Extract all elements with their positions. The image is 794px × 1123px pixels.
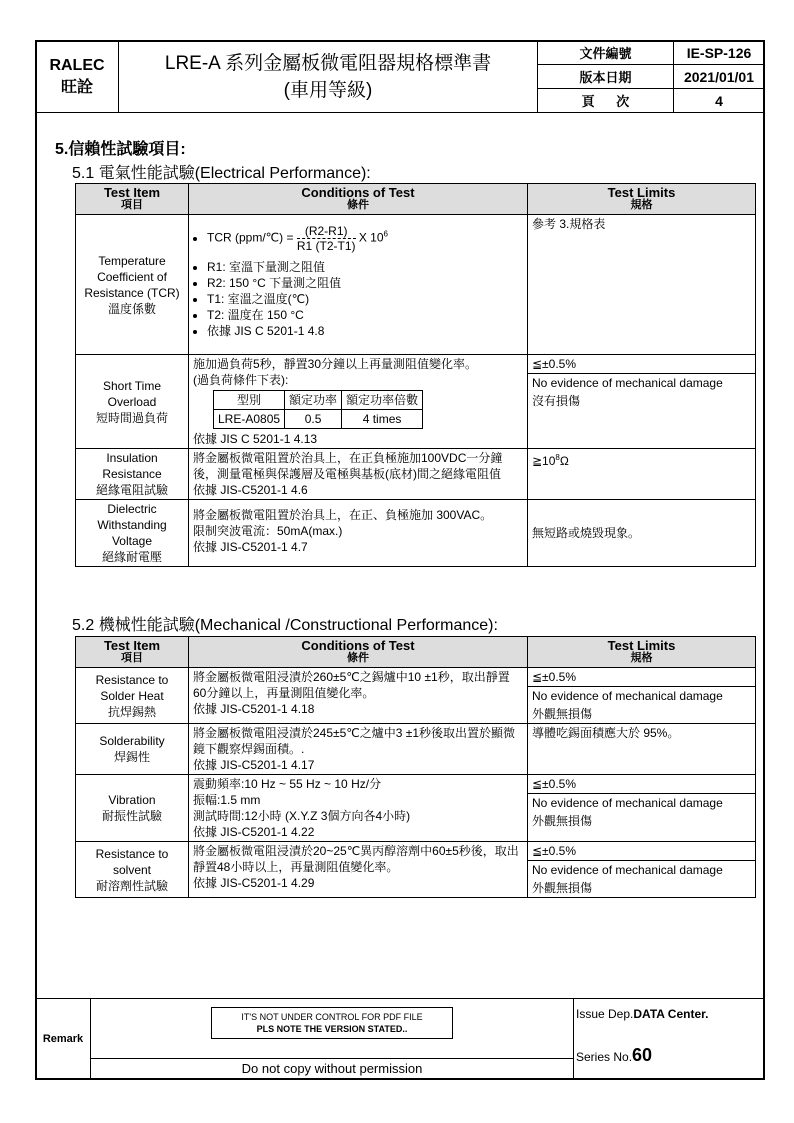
conditions-solder-heat: 將金屬板微電阻浸漬於260±5℃之錫爐中10 ±1秒，取出靜置60分鐘以上，再量測阻值變化率。 依據 JIS-C5201-1 4.18 <box>189 668 528 724</box>
pdf-control-notice: IT'S NOT UNDER CONTROL FOR PDF FILE PLS NOTE THE VERSION STATED.. <box>211 1007 453 1039</box>
col-header-test-item: Test Item 項目 <box>76 184 189 215</box>
limits-dielectric: 無短路或燒毀現象。 <box>528 500 756 567</box>
limits-solder-heat: ≦±0.5% No evidence of mechanical damage 外觀無損傷 <box>528 668 756 724</box>
col-header-limits: Test Limits 規格 <box>528 637 756 668</box>
remark-content <box>91 999 574 1059</box>
test-item-solderability: Solderability 焊錫性 <box>76 724 189 775</box>
limits-insulation-resistance: $≧10^8\Omega$ <box>528 449 756 500</box>
limits-solderability: 導體吃錫面積應大於 95%。 <box>528 724 756 775</box>
document-title-cell <box>119 41 538 113</box>
conditions-dielectric: 將金屬板微電阻置於治具上，在正、負極施加 300VAC。 限制突波電流：50mA(max.) 依據 JIS-C5201-1 4.7 <box>189 500 528 567</box>
doc-no-label: 文件編號 <box>537 41 673 65</box>
section-5-2-heading: 5.2 機械性能試驗(Mechanical /Constructional Performance): <box>72 617 498 634</box>
table-row <box>76 724 756 775</box>
electrical-performance-table <box>75 183 756 567</box>
document-footer <box>35 998 765 1080</box>
conditions-insulation-resistance: 將金屬板微電阻置於治具上，在正負極施加100VDC一分鐘後，測量電極與保護層及電極與基板(底材)間之絕緣電阻值 依據 JIS-C5201-1 4.6 <box>189 449 528 500</box>
company-cell <box>36 41 119 113</box>
test-item-solder-heat: Resistance to Solder Heat 抗焊錫熱 <box>76 668 189 724</box>
document-title: LRE-A 系列金屬板微電阻器規格標準書 <box>164 52 492 74</box>
test-item-insulation-resistance: Insulation Resistance 絕緣電阻試驗 <box>76 449 189 500</box>
date-label: 版本日期 <box>537 65 673 89</box>
col-header-conditions: Conditions of Test 條件 <box>189 184 528 215</box>
conditions-solvent: 將金屬板微電阻浸漬於20~25℃異丙醇溶劑中60±5秒後，取出靜置48小時以上，再量測阻值變化率。 依據 JIS-C5201-1 4.29 <box>189 842 528 898</box>
section-5-heading: 5.信賴性試驗項目: <box>55 141 186 158</box>
document-subtitle: (車用等級) <box>283 79 373 101</box>
conditions-short-time-overload: 施加過負荷5秒，靜置30分鐘以上再量測阻值變化率。 (過負荷條件下表): 型別 額定功率 額定功率倍數 LRE-A0805 0.5 4 times 依據 JIS C 5201-1 4.13 <box>189 355 528 449</box>
conditions-vibration: 震動頻率:10 Hz ~ 55 Hz ~ 10 Hz/分 振幅:1.5 mm 測試時間:12小時 (X.Y.Z 3個方向各4小時) 依據 JIS-C5201-1 4.22 <box>189 775 528 842</box>
table-header-row <box>76 637 756 668</box>
test-item-solvent: Resistance to solvent 耐溶劑性試驗 <box>76 842 189 898</box>
limits-tcr: 參考 3.規格表 <box>528 215 756 355</box>
issue-department: Issue Dep.DATA Center. <box>576 1007 709 1021</box>
page-number: 4 <box>673 89 764 113</box>
remark-label: Remark <box>36 999 91 1080</box>
test-item-tcr: Temperature Coefficient of Resistance (TCR) 溫度係數 <box>76 215 189 355</box>
table-row <box>76 842 756 898</box>
section-5-1-heading: 5.1 電氣性能試驗(Electrical Performance): <box>72 165 371 182</box>
table-row <box>76 449 756 500</box>
col-header-conditions: Conditions of Test 條件 <box>189 637 528 668</box>
limits-solvent: ≦±0.5% No evidence of mechanical damage 外觀無損傷 <box>528 842 756 898</box>
document-header <box>35 40 765 113</box>
table-row <box>76 355 756 449</box>
date-value: 2021/01/01 <box>673 65 764 89</box>
test-item-short-time-overload: Short Time Overload 短時間過負荷 <box>76 355 189 449</box>
table-row <box>76 668 756 724</box>
col-header-limits: Test Limits 規格 <box>528 184 756 215</box>
issue-info <box>574 999 765 1080</box>
col-header-test-item: Test Item 項目 <box>76 637 189 668</box>
copy-notice: Do not copy without permission <box>91 1058 574 1079</box>
doc-no-value: IE-SP-126 <box>673 41 764 65</box>
table-row <box>76 775 756 842</box>
series-number: Series No.60 <box>576 1045 653 1065</box>
limits-vibration: ≦±0.5% No evidence of mechanical damage 外觀無損傷 <box>528 775 756 842</box>
limits-short-time-overload: ≦±0.5% No evidence of mechanical damage 沒有損傷 <box>528 355 756 449</box>
mechanical-performance-table <box>75 636 756 898</box>
conditions-tcr: • TCR (ppm/℃) = $\frac{(R2-R1)}{R1 (T2-T1)}$ X $10^6$ • R1: 室溫下量測之阻值 • R2: 150 °C 下量測之阻值 • T1: 室溫之溫度(℃) • T2: 溫度在 150 °C • 依據 JIS C 5201-1 4.8 <box>189 215 528 355</box>
table-header-row <box>76 184 756 215</box>
page-label: 頁 次 <box>537 89 673 113</box>
tcr-formula: • TCR (ppm/℃) = $\frac{(R2-R1)}{R1 (T2-T1)}$ X $10^6$ <box>207 224 523 253</box>
company-name-en: RALEC <box>49 56 105 74</box>
company-name-cn: 旺詮 <box>60 78 93 96</box>
overload-conditions-table: 型別 額定功率 額定功率倍數 LRE-A0805 0.5 4 times <box>213 390 423 429</box>
test-item-dielectric-withstanding-voltage: Dielectric Withstanding Voltage 絕緣耐電壓 <box>76 500 189 567</box>
conditions-solderability: 將金屬板微電阻浸漬於245±5℃之爐中3 ±1秒後取出置於顯微鏡下觀察焊錫面積。. 依據 JIS-C5201-1 4.17 <box>189 724 528 775</box>
table-row <box>76 215 756 355</box>
test-item-vibration: Vibration 耐振性試驗 <box>76 775 189 842</box>
table-row <box>76 500 756 567</box>
